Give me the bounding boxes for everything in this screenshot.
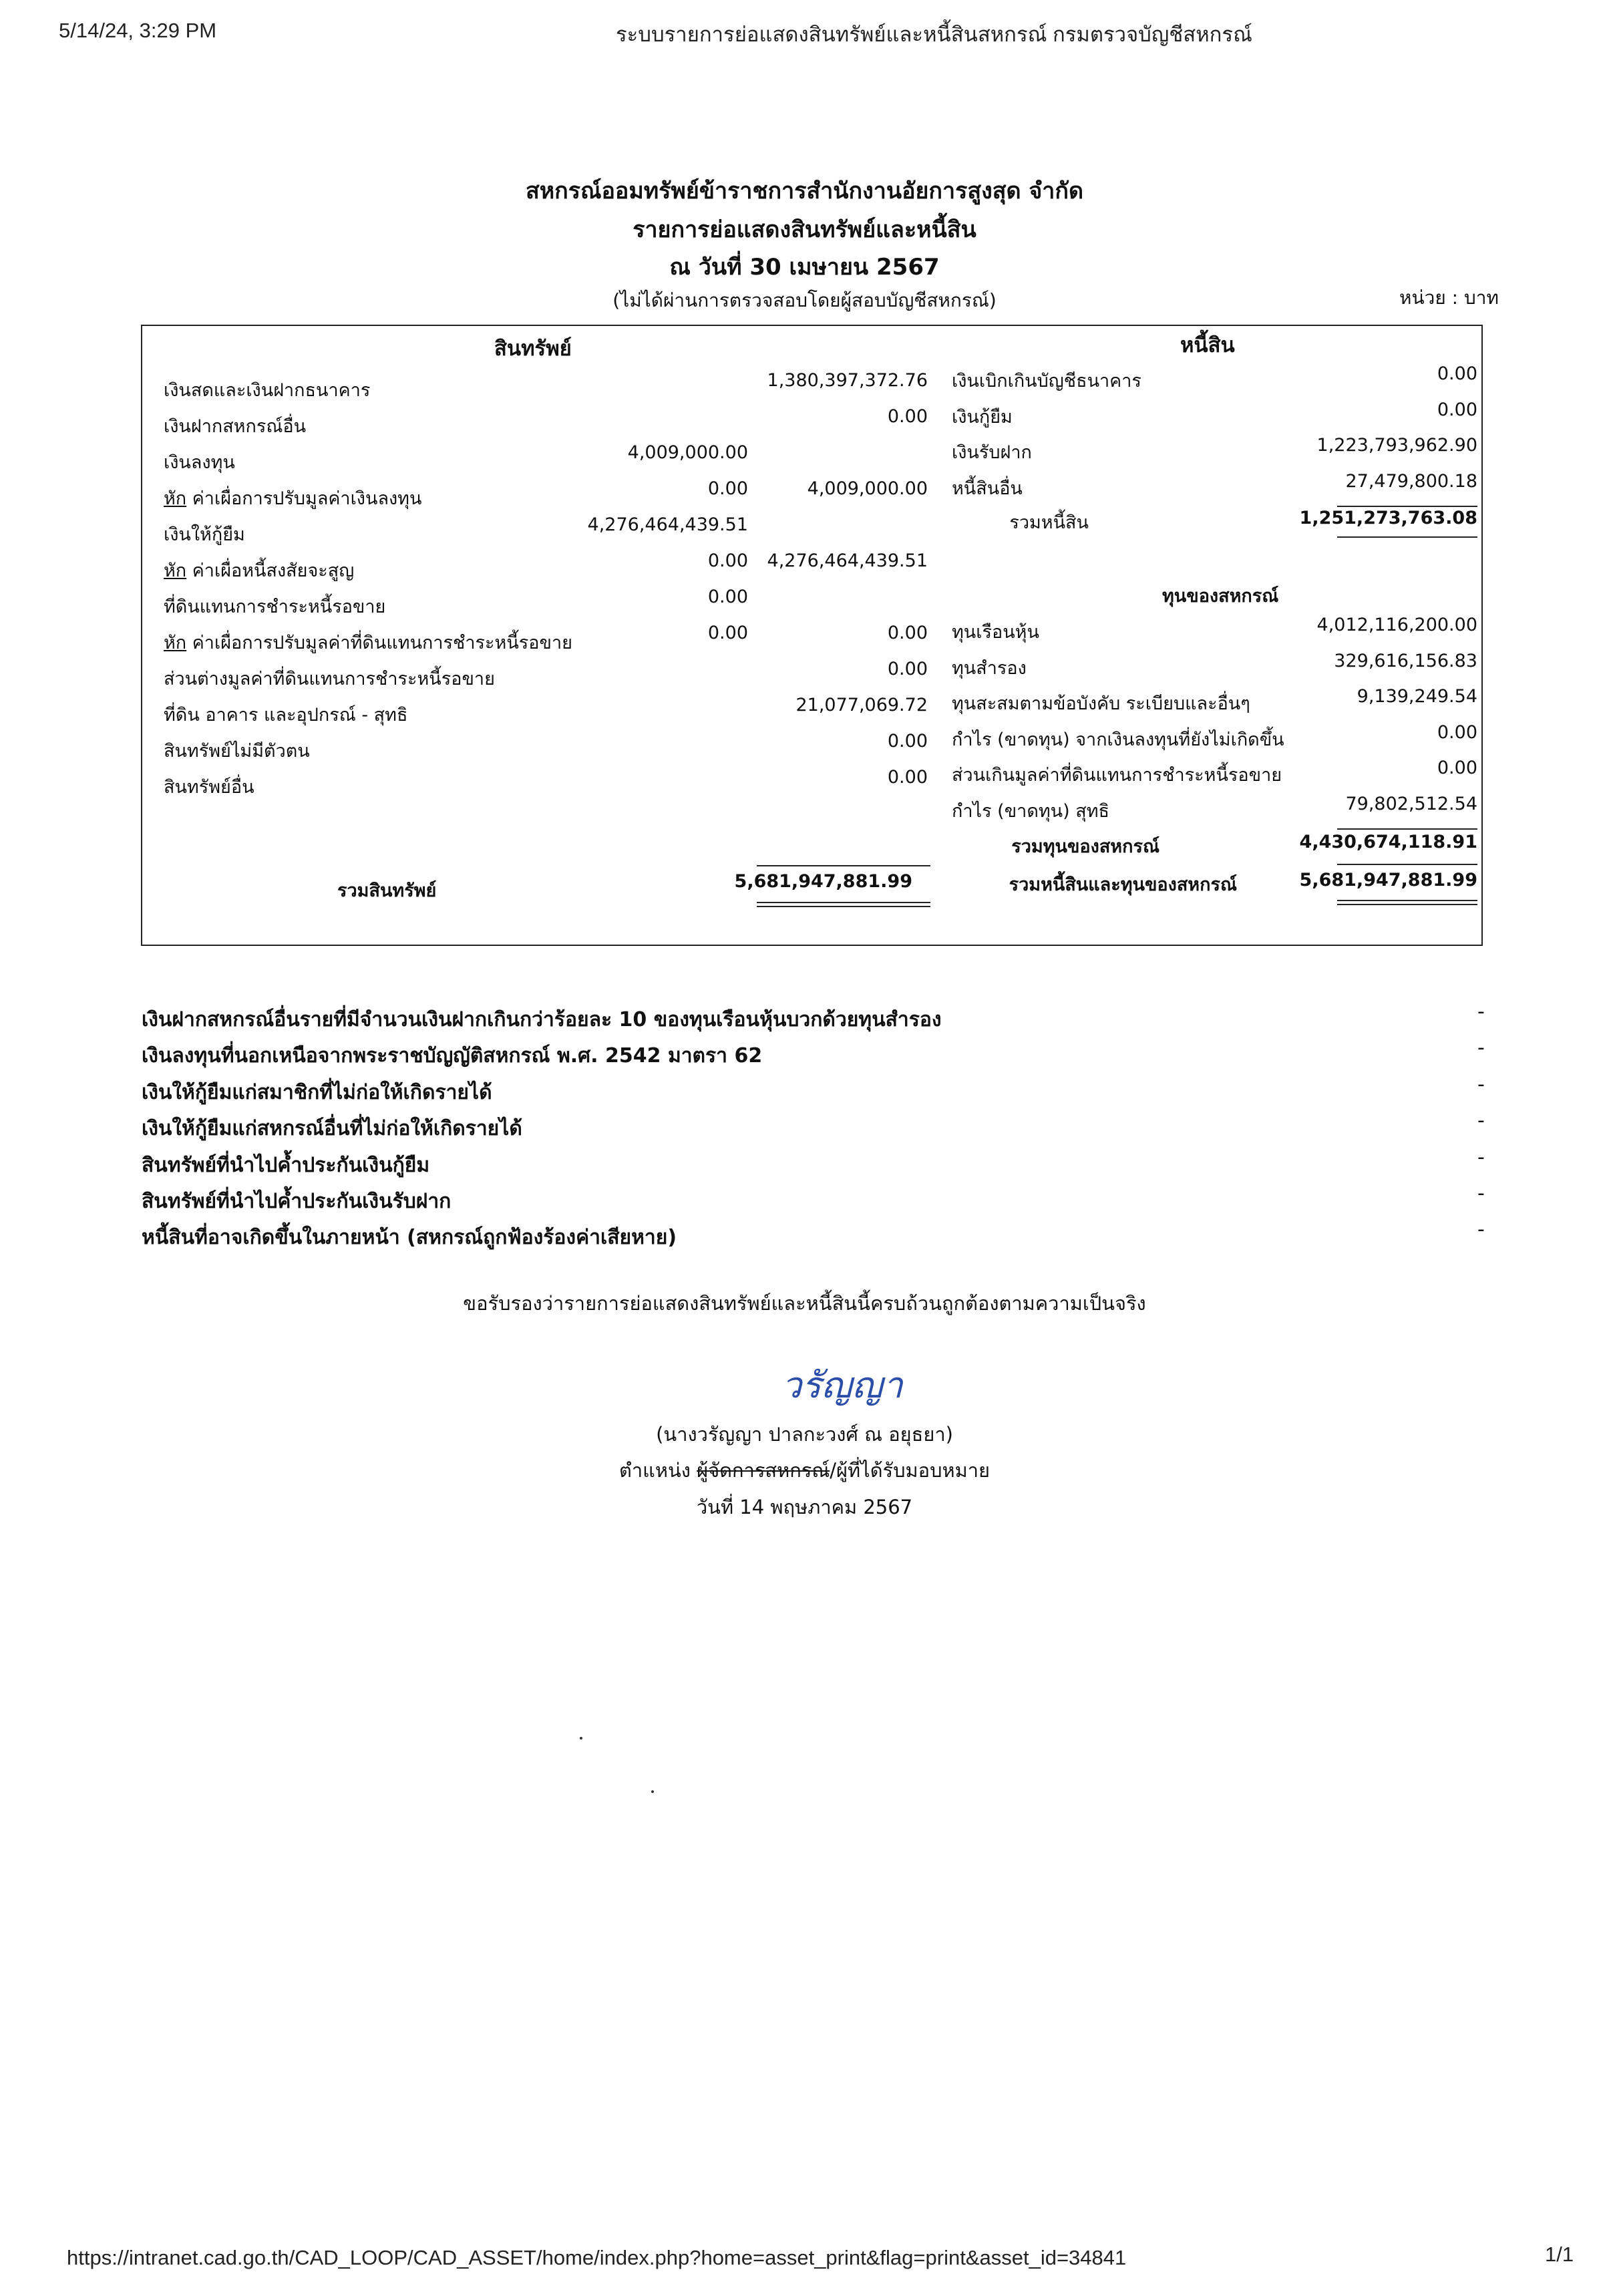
- asset-row-text: ส่วนต่างมูลค่าที่ดินแทนการชำระหนี้รอขาย: [164, 669, 495, 689]
- disclosure-note-value: -: [1477, 1000, 1485, 1023]
- audit-note: (ไม่ได้ผ่านการตรวจสอบโดยผู้สอบบัญชีสหกรณ์): [612, 289, 997, 311]
- disclosure-note-label: เงินลงทุนที่นอกเหนือจากพระราชบัญญัติสหกรณ์ พ.ศ. 2542 มาตรา 62: [142, 1044, 763, 1068]
- liabilities-total-label: รวมหนี้สิน: [1009, 512, 1089, 533]
- assets-total-value: 5,681,947,881.99: [734, 871, 912, 892]
- asset-row-value: 0.00: [887, 731, 928, 752]
- sign-date: วันที่ 14 พฤษภาคม 2567: [696, 1496, 913, 1518]
- position-prefix: ตำแหน่ง: [619, 1459, 697, 1482]
- disclosure-note-label: สินทรัพย์ที่นำไปค้ำประกันเงินกู้ยืม: [142, 1154, 430, 1177]
- signature: [781, 1356, 903, 1414]
- print-url: https://intranet.cad.go.th/CAD_LOOP/CAD_ASSET/home/index.php?home=asset_print&flag=print&asset_id=34841: [67, 2246, 1127, 2269]
- asset-row-subvalue: 0.00: [707, 623, 748, 643]
- print-timestamp: 5/14/24, 3:29 PM: [59, 19, 217, 42]
- equity-row-label: กำไร (ขาดทุน) จากเงินลงทุนที่ยังไม่เกิดขึ้น: [952, 729, 1284, 750]
- liability-row-value: 1,223,793,962.90: [1316, 435, 1477, 456]
- asset-row-subvalue: 4,276,464,439.51: [587, 514, 748, 535]
- asset-row-text: ค่าเผื่อการปรับมูลค่าที่ดินแทนการชำระหนี้รอขาย: [186, 633, 572, 653]
- asset-row-subvalue: 4,009,000.00: [627, 442, 748, 463]
- liability-row-label: เงินรับฝาก: [952, 442, 1032, 463]
- equity-row-value: 329,616,156.83: [1334, 651, 1477, 671]
- asset-row-label: [164, 412, 306, 440]
- liabilities-total-topline: [1337, 506, 1477, 507]
- assets-header: สินทรัพย์: [494, 337, 572, 361]
- asset-row-label: [164, 520, 245, 548]
- asset-row-label: [164, 556, 354, 585]
- equity-row-label: ทุนเรือนหุ้น: [952, 622, 1039, 643]
- disclosure-note-value: -: [1477, 1218, 1485, 1241]
- equity-row-value: 0.00: [1437, 722, 1477, 743]
- asset-row-text: สินทรัพย์อื่น: [164, 777, 254, 798]
- asset-row-subvalue: 0.00: [707, 587, 748, 607]
- org-name: สหกรณ์ออมทรัพย์ข้าราชการสำนักงานอัยการสูงสุด จำกัด: [525, 178, 1084, 204]
- asset-row-value: 4,009,000.00: [807, 478, 928, 499]
- scan-speck: [580, 1737, 582, 1740]
- deduct-prefix: หัก: [164, 633, 187, 653]
- asset-row-label: [164, 736, 310, 765]
- asset-row-text: ที่ดินแทนการชำระหนี้รอขาย: [164, 597, 386, 617]
- equity-header: ทุนของสหกรณ์: [1162, 586, 1279, 607]
- asset-row-label: [164, 592, 385, 621]
- liability-row-value: 0.00: [1437, 363, 1477, 384]
- grand-total-topline: [1337, 864, 1477, 865]
- asset-row-value: 4,276,464,439.51: [767, 550, 928, 571]
- print-page-count: 1/1: [1545, 2243, 1574, 2266]
- liability-row-label: เงินกู้ยืม: [952, 407, 1013, 428]
- disclosure-note-value: -: [1477, 1036, 1485, 1059]
- disclosure-note-value: -: [1477, 1109, 1485, 1132]
- disclosure-note-value: -: [1477, 1073, 1485, 1096]
- asset-row-label: [164, 700, 407, 729]
- liabilities-total-value: 1,251,273,763.08: [1299, 508, 1477, 528]
- asset-row-label: [164, 664, 495, 693]
- asset-row-text: ที่ดิน อาคาร และอุปกรณ์ - สุทธิ: [164, 705, 408, 725]
- position-suffix: /ผู้ที่ได้รับมอบหมาย: [830, 1459, 990, 1482]
- signer-position: [0, 1455, 1609, 1486]
- asset-row-text: ค่าเผื่อการปรับมูลค่าเงินลงทุน: [186, 488, 422, 509]
- asset-row-value: 21,077,069.72: [795, 695, 928, 715]
- asset-row-label: [164, 772, 254, 801]
- liability-row-label: หนี้สินอื่น: [952, 478, 1023, 499]
- equity-row-value: 79,802,512.54: [1345, 794, 1477, 814]
- disclosure-note-label: เงินฝากสหกรณ์อื่นรายที่มีจำนวนเงินฝากเกินกว่าร้อยละ 10 ของทุนเรือนหุ้นบวกด้วยทุนสำรอง: [142, 1008, 942, 1031]
- asset-row-label: [164, 375, 370, 404]
- disclosure-note-label: เงินให้กู้ยืมแก่สหกรณ์อื่นที่ไม่ก่อให้เกิดรายได้: [142, 1117, 522, 1140]
- grand-total-value: 5,681,947,881.99: [1299, 870, 1477, 890]
- asset-row-value: 0.00: [887, 623, 928, 643]
- equity-row-label: ส่วนเกินมูลค่าที่ดินแทนการชำระหนี้รอขาย: [952, 765, 1282, 786]
- unit-label: หน่วย : บาท: [1399, 287, 1499, 309]
- signature-text: วรัญญา: [781, 1364, 903, 1406]
- equity-row-value: 0.00: [1437, 758, 1477, 778]
- position-struck: ผู้จัดการสหกรณ์: [697, 1459, 830, 1482]
- asset-row-label: [164, 628, 572, 657]
- liabilities-total-bottomline: [1337, 536, 1477, 538]
- liability-row-label: เงินเบิกเกินบัญชีธนาคาร: [952, 371, 1141, 391]
- equity-total-label: รวมทุนของสหกรณ์: [1011, 836, 1159, 857]
- equity-total-topline: [1337, 828, 1477, 830]
- disclosure-note-value: -: [1477, 1146, 1485, 1169]
- assets-total-topline: [757, 865, 930, 866]
- liabilities-header: หนี้สิน: [1180, 333, 1235, 357]
- report-date: ณ วันที่ 30 เมษายน 2567: [669, 254, 940, 281]
- equity-row-label: กำไร (ขาดทุน) สุทธิ: [952, 801, 1109, 822]
- grand-total-label: รวมหนี้สินและทุนของสหกรณ์: [1009, 874, 1237, 895]
- equity-row-label: ทุนสะสมตามข้อบังคับ ระเบียบและอื่นๆ: [952, 693, 1250, 714]
- liability-row-value: 27,479,800.18: [1345, 471, 1477, 492]
- grand-total-doubleline: [1337, 900, 1477, 905]
- asset-row-value: 0.00: [887, 767, 928, 788]
- asset-row-subvalue: 0.00: [707, 478, 748, 499]
- asset-row-text: เงินให้กู้ยืม: [164, 524, 245, 545]
- report-title: รายการย่อแสดงสินทรัพย์และหนี้สิน: [633, 216, 976, 243]
- disclosure-note-value: -: [1477, 1182, 1485, 1205]
- deduct-prefix: หัก: [164, 488, 187, 509]
- asset-row-text: เงินฝากสหกรณ์อื่น: [164, 416, 307, 437]
- asset-row-value: 1,380,397,372.76: [767, 370, 928, 391]
- asset-row-label: [164, 448, 235, 476]
- assets-total-doubleline: [757, 902, 930, 907]
- equity-total-value: 4,430,674,118.91: [1299, 832, 1477, 852]
- deduct-prefix: หัก: [164, 560, 187, 581]
- equity-row-value: 9,139,249.54: [1357, 686, 1477, 707]
- asset-row-value: 0.00: [887, 406, 928, 427]
- asset-row-label: [164, 484, 421, 512]
- disclosure-note-label: สินทรัพย์ที่นำไปค้ำประกันเงินรับฝาก: [142, 1190, 452, 1213]
- scan-speck: [651, 1790, 654, 1793]
- assets-total-label: รวมสินทรัพย์: [337, 880, 437, 901]
- equity-row-value: 4,012,116,200.00: [1316, 615, 1477, 635]
- asset-row-subvalue: 0.00: [707, 550, 748, 571]
- liability-row-value: 0.00: [1437, 399, 1477, 420]
- certification-statement: ขอรับรองว่ารายการย่อแสดงสินทรัพย์และหนี้สินนี้ครบถ้วนถูกต้องตามความเป็นจริง: [463, 1292, 1146, 1315]
- signer-name: (นางวรัญญา ปาลกะวงศ์ ณ อยุธยา): [656, 1423, 953, 1446]
- print-page-title: ระบบรายการย่อแสดงสินทรัพย์และหนี้สินสหกรณ์ กรมตรวจบัญชีสหกรณ์: [616, 23, 1252, 46]
- asset-row-text: สินทรัพย์ไม่มีตัวตน: [164, 741, 310, 762]
- equity-row-label: ทุนสำรอง: [952, 658, 1027, 679]
- asset-row-text: เงินลงทุน: [164, 452, 235, 473]
- asset-row-value: 0.00: [887, 659, 928, 679]
- asset-row-text: ค่าเผื่อหนี้สงสัยจะสูญ: [186, 560, 355, 581]
- asset-row-text: เงินสดและเงินฝากธนาคาร: [164, 380, 371, 401]
- disclosure-note-label: เงินให้กู้ยืมแก่สมาชิกที่ไม่ก่อให้เกิดรายได้: [142, 1081, 492, 1104]
- disclosure-note-label: หนี้สินที่อาจเกิดขึ้นในภายหน้า (สหกรณ์ถูกฟ้องร้องค่าเสียหาย): [142, 1226, 677, 1249]
